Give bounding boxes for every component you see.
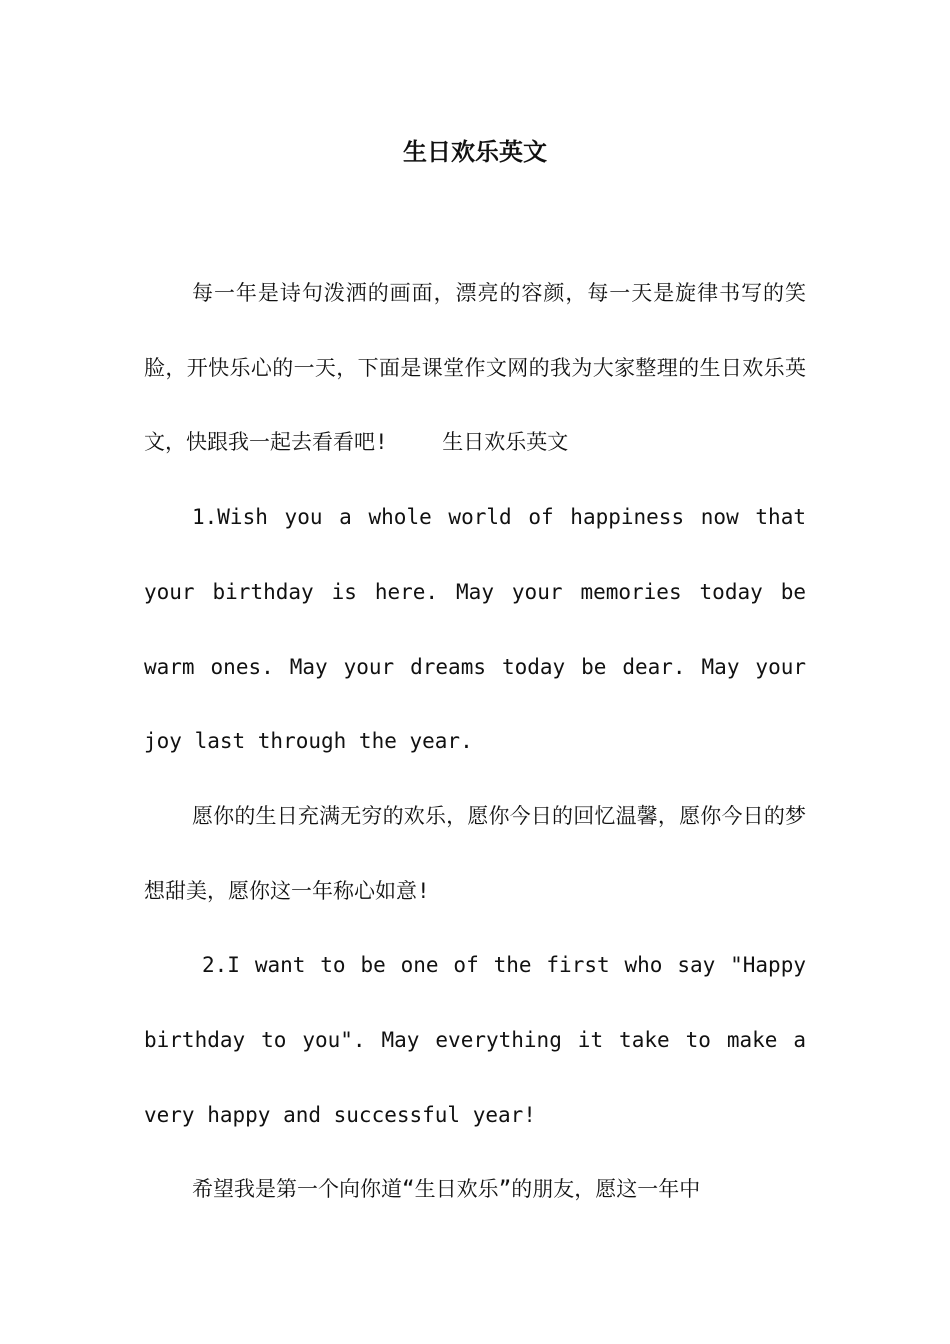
paragraph-wish-2-chinese: 希望我是第一个向你道“生日欢乐”的朋友，愿这一年中 xyxy=(192,1177,701,1202)
document-body xyxy=(144,256,806,1227)
paragraph-wish-1-chinese: 愿你的生日充满无穷的欢乐，愿你今日的回忆温馨，愿你今日的梦想甜美，愿你这一年称心如意! xyxy=(144,803,806,903)
paragraph-wish-1-english: 1.Wish you a whole world of happiness now that your birthday is here. May your memories today be warm ones. May your dreams today be dear. May your joy last through the year. xyxy=(144,505,806,754)
paragraph-intro: 每一年是诗句泼洒的画面，漂亮的容颜，每一天是旋律书写的笑脸，开快乐心的一天，下面是课堂作文网的我为大家整理的生日欢乐英文，快跟我一起去看看吧! 生日欢乐英文 xyxy=(144,281,806,455)
paragraph-wish-2-english: 2.I want to be one of the first who say "Happy birthday to you". May everything it take to make a very happy and successful year! xyxy=(144,953,806,1127)
document-title: 生日欢乐英文 xyxy=(403,137,547,166)
